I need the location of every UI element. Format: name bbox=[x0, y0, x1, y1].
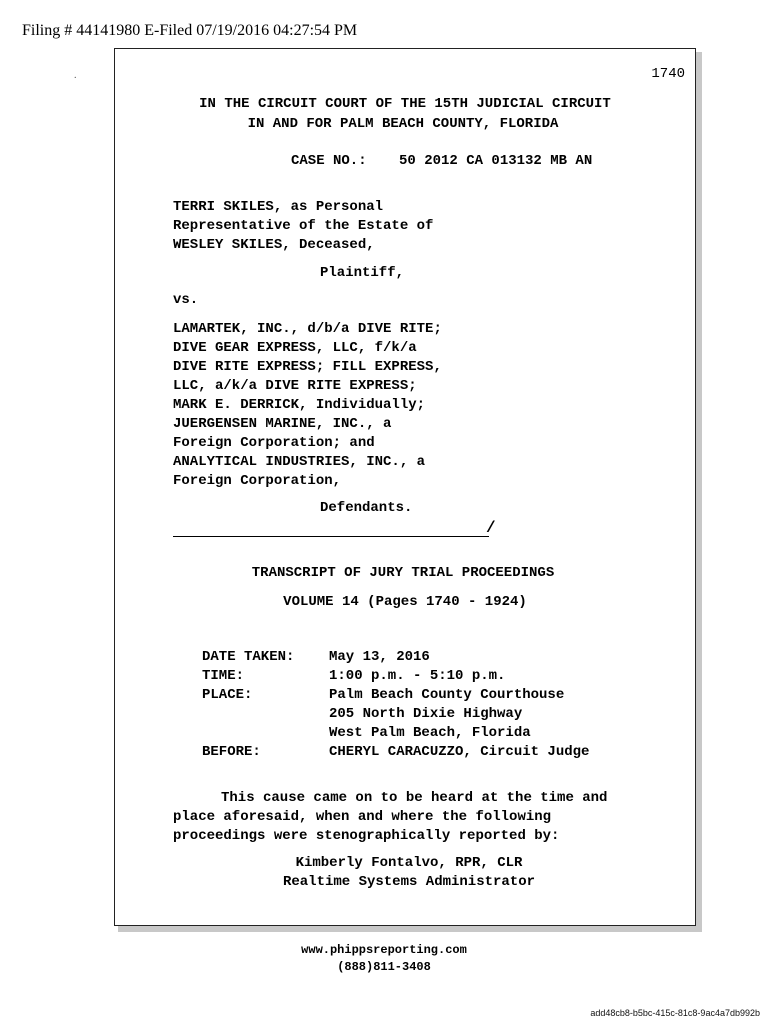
defendant-line-8: ANALYTICAL INDUSTRIES, INC., a bbox=[173, 454, 426, 470]
place-row-3 bbox=[202, 724, 589, 743]
reporter-title: Realtime Systems Administrator bbox=[282, 874, 536, 890]
defendant-line-3: DIVE RITE EXPRESS; FILL EXPRESS, bbox=[173, 359, 442, 375]
plaintiff-line-1: TERRI SKILES, as Personal bbox=[173, 199, 384, 215]
defendants-role: Defendants. bbox=[320, 500, 413, 516]
court-line-2: IN AND FOR PALM BEACH COUNTY, FLORIDA bbox=[247, 116, 559, 132]
place-row-2 bbox=[202, 705, 589, 724]
plaintiff-line-3: WESLEY SKILES, Deceased, bbox=[173, 237, 375, 253]
court-line-1: IN THE CIRCUIT COURT OF THE 15TH JUDICIAL CIRCUIT bbox=[199, 96, 611, 112]
place-line-2: 205 North Dixie Highway bbox=[329, 706, 523, 722]
defendant-line-2: DIVE GEAR EXPRESS, LLC, f/k/a bbox=[173, 340, 417, 356]
statement-line-1: This cause came on to be heard at the time and bbox=[221, 790, 608, 806]
defendant-line-7: Foreign Corporation; and bbox=[173, 435, 375, 451]
defendant-line-1: LAMARTEK, INC., d/b/a DIVE RITE; bbox=[173, 321, 442, 337]
date-value: May 13, 2016 bbox=[329, 649, 430, 665]
place-line-3: West Palm Beach, Florida bbox=[329, 725, 531, 741]
date-row bbox=[202, 648, 589, 667]
time-row bbox=[202, 667, 589, 686]
document-hash: add48cb8-b5bc-415c-81c8-9ac4a7db992b bbox=[590, 1008, 760, 1018]
page-number: 1740 bbox=[651, 66, 685, 82]
before-label: BEFORE: bbox=[202, 744, 261, 760]
proceedings-details bbox=[202, 648, 589, 762]
filing-header: Filing # 44141980 E-Filed 07/19/2016 04:27:54 PM bbox=[22, 22, 358, 39]
case-number-value: 50 2012 CA 013132 MB AN bbox=[399, 153, 593, 169]
statement-line-2: place aforesaid, when and where the following bbox=[173, 809, 552, 825]
transcript-page bbox=[114, 48, 696, 926]
plaintiff-line-2: Representative of the Estate of bbox=[173, 218, 434, 234]
reporter-name: Kimberly Fontalvo, RPR, CLR bbox=[295, 855, 523, 871]
case-number-label: CASE NO.: bbox=[291, 153, 367, 169]
footer-phone: (888)811-3408 bbox=[337, 960, 431, 974]
before-value: CHERYL CARACUZZO, Circuit Judge bbox=[329, 744, 590, 760]
defendant-line-9: Foreign Corporation, bbox=[173, 473, 342, 489]
time-value: 1:00 p.m. - 5:10 p.m. bbox=[329, 668, 506, 684]
transcript-volume: VOLUME 14 (Pages 1740 - 1924) bbox=[283, 594, 527, 610]
defendant-line-6: JUERGENSEN MARINE, INC., a bbox=[173, 416, 392, 432]
defendant-line-4: LLC, a/k/a DIVE RITE EXPRESS; bbox=[173, 378, 417, 394]
versus: vs. bbox=[173, 292, 199, 308]
footer-website: www.phippsreporting.com bbox=[301, 943, 467, 957]
statement-line-3: proceedings were stenographically reported by: bbox=[173, 828, 560, 844]
caption-rule bbox=[173, 536, 489, 537]
place-line-1: Palm Beach County Courthouse bbox=[329, 687, 565, 703]
date-label: DATE TAKEN: bbox=[202, 649, 295, 665]
place-row bbox=[202, 686, 589, 705]
transcript-title: TRANSCRIPT OF JURY TRIAL PROCEEDINGS bbox=[251, 565, 555, 581]
caption-slash: / bbox=[486, 519, 496, 537]
time-label: TIME: bbox=[202, 668, 245, 684]
plaintiff-role: Plaintiff, bbox=[320, 265, 405, 281]
defendant-line-5: MARK E. DERRICK, Individually; bbox=[173, 397, 426, 413]
before-row bbox=[202, 743, 589, 762]
place-label: PLACE: bbox=[202, 687, 253, 703]
stray-mark: . bbox=[74, 70, 77, 81]
